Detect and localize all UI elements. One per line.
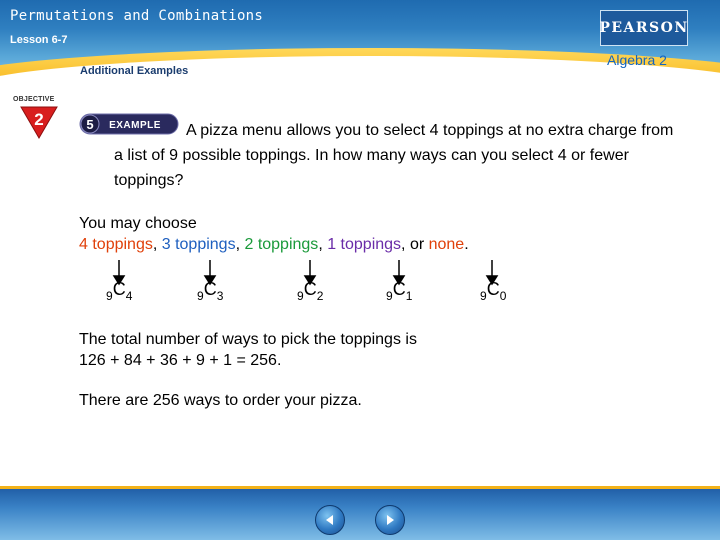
problem-statement: A pizza menu allows you to select 4 toppings at no extra charge from a list of 9 possible toppings. In how many ways can you select 4 or fewer toppings? (114, 122, 674, 189)
choice-separator: , (235, 236, 245, 253)
section-label: Additional Examples (80, 65, 189, 77)
choice-separator: , (318, 236, 328, 253)
pearson-logo (600, 10, 688, 46)
right-arrow-icon (383, 513, 397, 527)
combination-9c1 (386, 279, 413, 303)
choice-4-toppings: 4 toppings (79, 236, 153, 253)
combination-r: 0 (499, 289, 507, 303)
objective-label: OBJECTIVE (13, 96, 55, 103)
example-number: 5 (86, 117, 94, 132)
combination-9c0 (480, 279, 507, 303)
total-line-1: The total number of ways to pick the toppings is (79, 331, 417, 348)
footer-bar (0, 486, 720, 540)
lesson-label: Lesson 6-7 (10, 34, 68, 46)
choice-separator: , (152, 236, 162, 253)
left-arrow-icon (323, 513, 337, 527)
choice-1-topping: 1 toppings (327, 236, 402, 253)
brand-text: PEARSON (599, 20, 689, 36)
next-slide-button[interactable] (375, 505, 405, 535)
combination-9c4 (106, 279, 133, 303)
topping-choices (79, 236, 469, 254)
combination-c: C (303, 279, 317, 299)
previous-slide-button[interactable] (315, 505, 345, 535)
combination-r: 2 (316, 289, 324, 303)
choice-end-period: . (464, 236, 469, 253)
final-answer: There are 256 ways to order your pizza. (79, 392, 362, 409)
subject-label: Algebra 2 (607, 52, 667, 68)
combination-r: 3 (216, 289, 224, 303)
course-title: Permutations and Combinations (10, 8, 264, 24)
combination-c: C (112, 279, 126, 299)
combination-n: 9 (197, 289, 204, 303)
footer-divider (0, 486, 720, 489)
objective-badge (13, 96, 63, 140)
combination-c: C (486, 279, 500, 299)
combination-r: 4 (125, 289, 133, 303)
combination-r: 1 (405, 289, 413, 303)
example-label: EXAMPLE (109, 120, 161, 131)
choice-none: none (428, 236, 465, 253)
choice-separator: , or (401, 236, 429, 253)
choice-3-toppings: 3 toppings (161, 236, 236, 253)
choice-2-toppings: 2 toppings (244, 236, 319, 253)
objective-shield-icon (19, 105, 59, 139)
combination-9c2 (297, 279, 324, 303)
combination-n: 9 (480, 289, 487, 303)
objective-number: 2 (34, 110, 44, 129)
combination-n: 9 (106, 289, 113, 303)
total-ways (79, 329, 417, 371)
combination-n: 9 (386, 289, 393, 303)
combination-n: 9 (297, 289, 304, 303)
combination-c: C (392, 279, 406, 299)
total-line-2: 126 + 84 + 36 + 9 + 1 = 256. (79, 352, 282, 369)
header-banner (0, 0, 720, 82)
combination-9c3 (197, 279, 224, 303)
combination-c: C (203, 279, 217, 299)
solution-intro: You may choose (79, 215, 197, 232)
